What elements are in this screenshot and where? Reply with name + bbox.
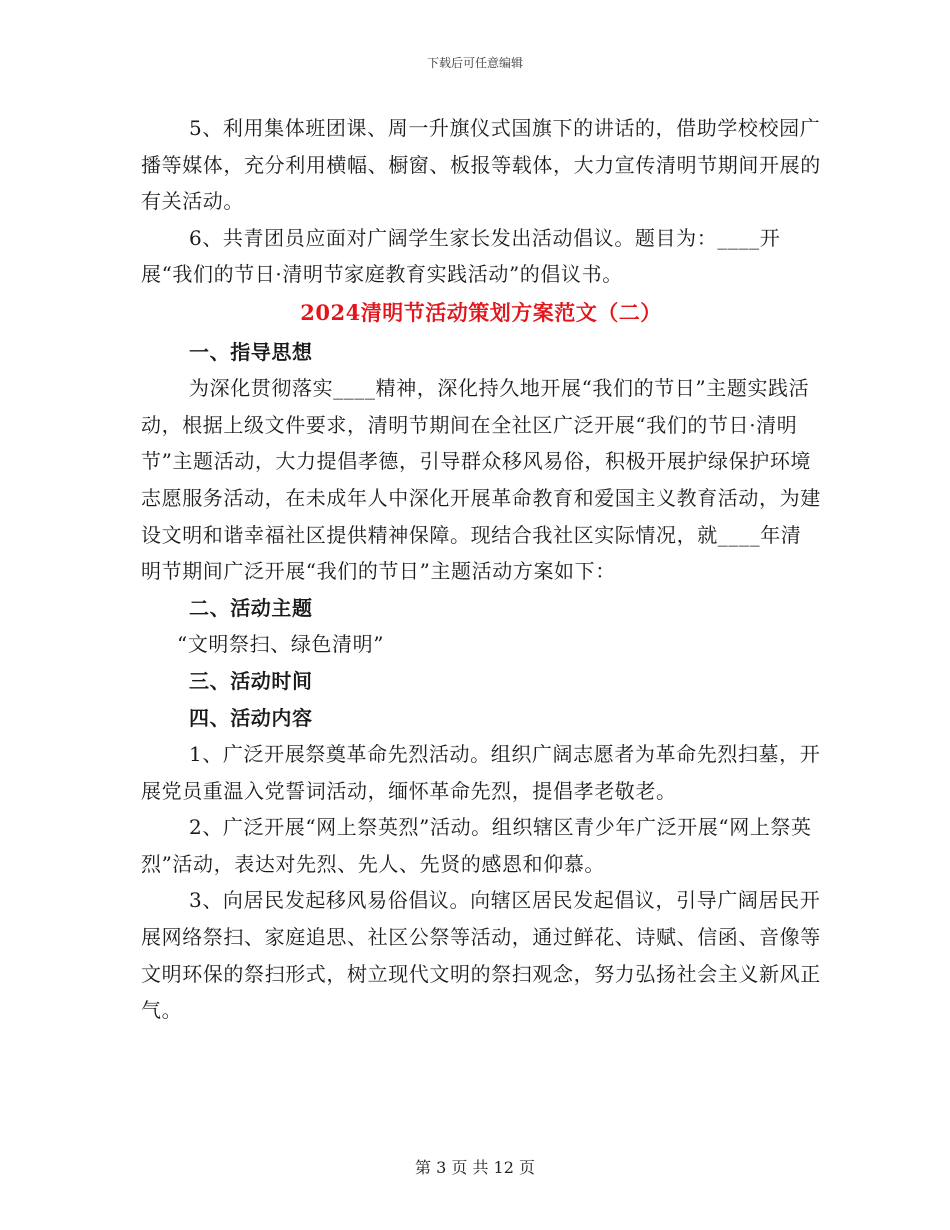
heading-activity-content: 四、活动内容 — [189, 705, 313, 730]
paragraph-item-5: 5、利用集体班团课、周一升旗仪式国旗下的讲话的，借助学校校园广播等媒体，充分利用横幅、橱窗、板报等载体，大力宣传清明节期间开展的有关活动。 — [141, 116, 821, 214]
heading-activity-theme: 二、活动主题 — [189, 595, 313, 620]
heading-guiding-thought: 一、指导思想 — [189, 339, 313, 364]
content-item-1: 1、广泛开展祭奠革命先烈活动。组织广阔志愿者为革命先烈扫墓，开展党员重温入党誓词活动，缅怀革命先烈，提倡孝老敬老。 — [141, 742, 821, 803]
header-note: 下载后可任意编辑 — [426, 56, 523, 70]
activity-theme-text: “文明祭扫、绿色清明” — [177, 632, 385, 657]
content-item-3: 3、向居民发起移风易俗倡议。向辖区居民发起倡议，引导广阔居民开展网络祭扫、家庭追思、社区公祭等活动，通过鲜花、诗赋、信函、音像等文明环保的祭扫形式，树立现代文明的祭扫观念，努力弘扬社会主义新风正气。 — [141, 888, 821, 1023]
paragraph-guiding-thought: 为深化贯彻落实____精神，深化持久地开展“我们的节日”主题实践活动，根据上级文件要求，清明节期间在全社区广泛开展“我们的节日·清明节”主题活动，大力提倡孝德，引导群众移风易俗，积极开展护绿保护环境志愿服务活动，在未成年人中深化开展革命教育和爱国主义教育活动，为建设文明和谐幸福社区提供精神保障。现结合我社区实际情况，就____年清明节期间广泛开展“我们的节日”主题活动方案如下： — [141, 376, 821, 584]
page-number: 第 3 页 共 12 页 — [415, 1158, 535, 1177]
content-item-2: 2、广泛开展“网上祭英烈”活动。组织辖区青少年广泛开展“网上祭英烈”活动，表达对先烈、先人、先贤的感恩和仰慕。 — [141, 815, 812, 876]
section-title: 2024清明节活动策划方案范文（二） — [300, 299, 662, 325]
heading-activity-time: 三、活动时间 — [189, 668, 313, 693]
paragraph-item-6: 6、共青团员应面对广阔学生家长发出活动倡议。题目为：____开展“我们的节日·清明节家庭教育实践活动”的倡议书。 — [141, 225, 781, 287]
document-body — [141, 110, 821, 1029]
